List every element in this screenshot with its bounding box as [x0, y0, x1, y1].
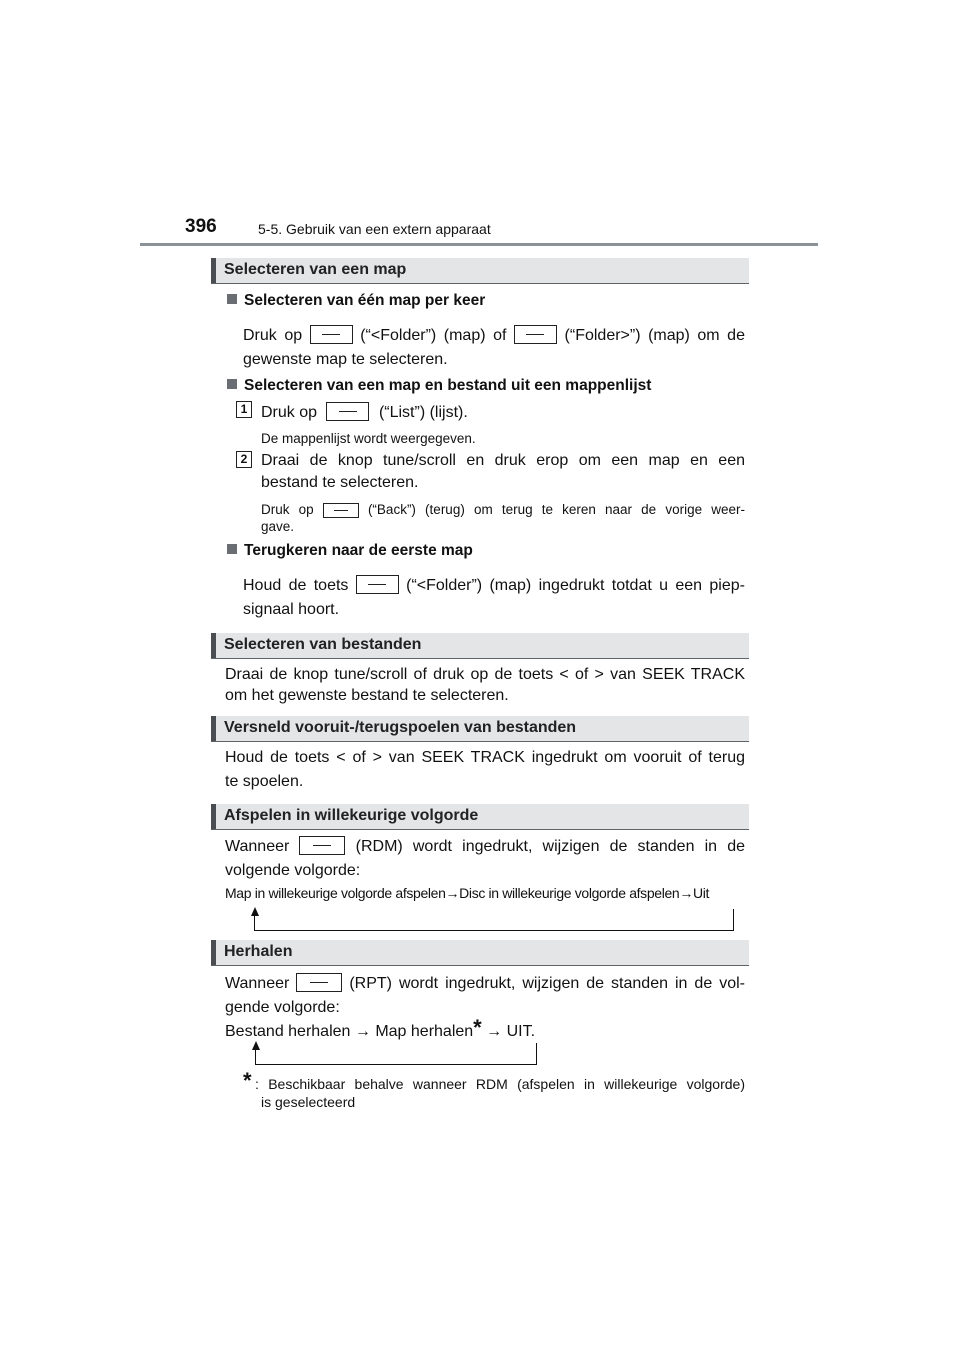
cycle-line-left [255, 1048, 256, 1065]
back-button-icon [323, 503, 359, 518]
paragraph-fast-forward: Houd de toets < of > van SEEK TRACK ingedrukt om vooruit of terug [225, 749, 745, 766]
paragraph-fast-forward-cont: te spoelen. [225, 773, 304, 790]
cycle-line-bottom [254, 930, 734, 931]
step-2-text: Draai de knop tune/scroll en druk erop om een map en een [261, 452, 745, 469]
page-number: 396 [185, 216, 217, 237]
subheading-single-folder: Selecteren van één map per keer [227, 292, 485, 310]
square-bullet-icon [227, 294, 237, 304]
cycle-line-bottom [255, 1064, 537, 1065]
step-number-2: 2 [236, 451, 252, 468]
section-header-random [211, 804, 749, 830]
section-header-fast-forward [211, 716, 749, 742]
subheading-folder-list: Selecteren van een map en bestand uit een mappenlijst [227, 377, 651, 395]
rpt-button-icon [296, 973, 342, 992]
step-1-text: Druk op (“List”) (lijst). [261, 404, 468, 421]
step-number-1: 1 [236, 401, 252, 418]
square-bullet-icon [227, 544, 237, 554]
paragraph-repeat: Wanneer (RPT) wordt ingedrukt, wijzigen de standen in de vol- [225, 975, 745, 992]
square-bullet-icon [227, 379, 237, 389]
cycle-line-right [536, 1043, 537, 1065]
cycle-line-left [254, 914, 255, 931]
folder-next-button-icon [514, 325, 557, 344]
folder-prev-button-icon [356, 575, 399, 594]
list-button-icon [326, 402, 369, 421]
section-title: Selecteren van een map [224, 261, 407, 278]
step-1-note: De mappenlijst wordt weergegeven. [261, 431, 476, 446]
section-title: Selecteren van bestanden [224, 636, 422, 653]
section-title: Herhalen [224, 943, 293, 960]
section-title: Afspelen in willekeurige volgorde [224, 807, 479, 824]
step-2-text-cont: bestand te selecteren. [261, 474, 419, 491]
paragraph-random-cont: volgende volgorde: [225, 862, 361, 879]
step-2-note-cont: gave. [261, 519, 295, 534]
chapter-title: 5-5. Gebruik van een extern apparaat [258, 221, 491, 237]
rdm-button-icon [299, 836, 345, 855]
subheading-first-folder: Terugkeren naar de eerste map [227, 542, 473, 560]
paragraph-first-folder: Houd de toets (“<Folder”) (map) ingedrukt totdat u een piep- [243, 577, 745, 594]
section-header-repeat [211, 940, 749, 966]
footnote-asterisk: * [243, 1068, 252, 1093]
paragraph-first-folder-cont: signaal hoort. [243, 601, 340, 618]
step-2-note: Druk op (“Back”) (terug) om terug te keren naar de vorige weer- [261, 502, 745, 517]
paragraph-single-folder-cont: gewenste map te selecteren. [243, 351, 448, 368]
header-rule [140, 243, 818, 246]
paragraph-single-folder: Druk op (“<Folder”) (map) of (“Folder>”) (map) om de [243, 327, 745, 344]
footnote-text: : Beschikbaar behalve wanneer RDM (afspelen in willekeurige volgorde) [255, 1076, 745, 1092]
repeat-mode-cycle: Bestand herhalen → Map herhalen* → UIT. [225, 1015, 536, 1040]
random-mode-cycle: Map in willekeurige volgorde afspelen→Disc in willekeurige volgorde afspelen→Uit [225, 885, 710, 901]
footnote-text-cont: is geselecteerd [261, 1094, 356, 1110]
section-title: Versneld vooruit-/terugspoelen van bestanden [224, 719, 577, 736]
cycle-line-right [733, 909, 734, 931]
section-header-folder [211, 258, 749, 284]
asterisk: * [473, 1015, 482, 1040]
paragraph-random: Wanneer (RDM) wordt ingedrukt, wijzigen de standen in de [225, 838, 746, 855]
paragraph-files-cont: om het gewenste bestand te selecteren. [225, 687, 509, 704]
paragraph-files: Draai de knop tune/scroll of druk op de toets < of > van SEEK TRACK [225, 666, 745, 683]
folder-prev-button-icon [310, 325, 353, 344]
paragraph-repeat-cont: gende volgorde: [225, 999, 340, 1016]
section-header-files [211, 633, 749, 659]
